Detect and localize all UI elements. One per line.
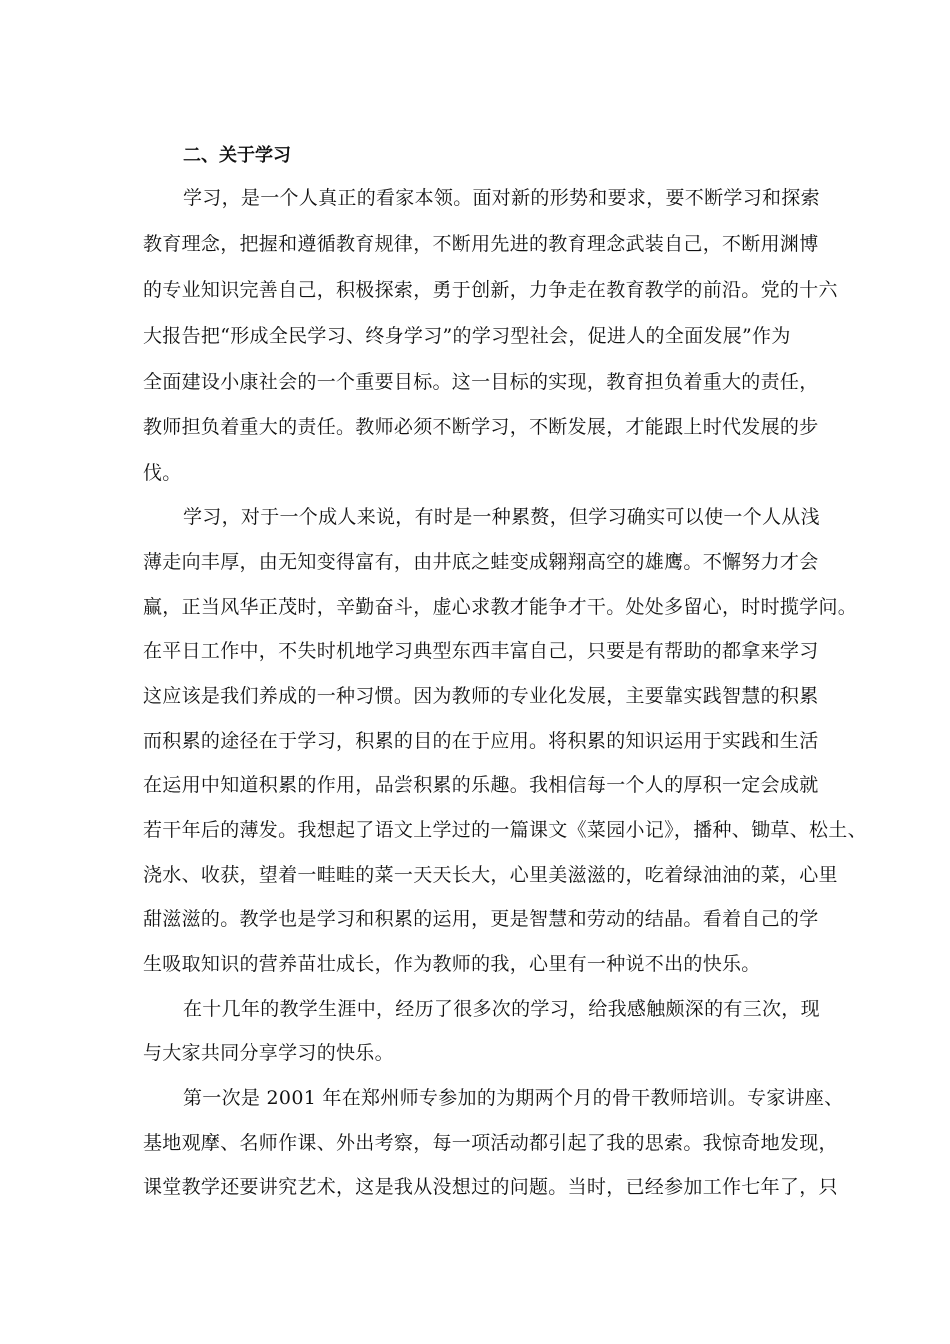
paragraph-line: 浇水、收获，望着一畦畦的菜一天天长大，心里美滋滋的，吃着绿油油的菜，心里	[143, 864, 838, 886]
paragraph-line: 这应该是我们养成的一种习惯。因为教师的专业化发展，主要靠实践智慧的积累	[143, 685, 819, 707]
paragraph-line: 在平日工作中，不失时机地学习典型东西丰富自己，只要是有帮助的都拿来学习	[143, 640, 819, 662]
paragraph-line: 的专业知识完善自己，积极探索，勇于创新，力争走在教育教学的前沿。党的十六	[143, 279, 838, 301]
paragraph-line: 大报告把“形成全民学习、终身学习”的学习型社会，促进人的全面发展”作为	[143, 325, 791, 347]
paragraph-line: 第一次是 2001 年在郑州师专参加的为期两个月的骨干教师培训。专家讲座、	[183, 1087, 844, 1109]
paragraph-line: 在十几年的教学生涯中，经历了很多次的学习，给我感触颇深的有三次，现	[183, 998, 820, 1020]
paragraph-line: 学习，是一个人真正的看家本领。面对新的形势和要求，要不断学习和探索	[183, 187, 820, 209]
paragraph-line: 甜滋滋的。教学也是学习和积累的运用，更是智慧和劳动的结晶。看着自己的学	[143, 908, 819, 930]
paragraph-line: 在运用中知道积累的作用，品尝积累的乐趣。我相信每一个人的厚积一定会成就	[143, 774, 819, 796]
paragraph-line: 而积累的途径在于学习，积累的目的在于应用。将积累的知识运用于实践和生活	[143, 730, 819, 752]
paragraph-line: 学习，对于一个成人来说，有时是一种累赘，但学习确实可以使一个人从浅	[183, 506, 820, 528]
paragraph-line: 教育理念，把握和遵循教育规律，不断用先进的教育理念武装自己，不断用渊博	[143, 233, 819, 255]
paragraph-line: 教师担负着重大的责任。教师必须不断学习，不断发展，才能跟上时代发展的步	[143, 416, 819, 438]
section-heading: 二、关于学习	[183, 145, 291, 166]
paragraph-line: 若干年后的薄发。我想起了语文上学过的一篇课文《菜园小记》，播种、锄草、松土、	[143, 819, 867, 841]
paragraph-line: 生吸取知识的营养苗壮成长，作为教师的我，心里有一种说不出的快乐。	[143, 953, 761, 975]
paragraph-line: 赢，正当风华正茂时，辛勤奋斗，虚心求教才能争才干。处处多留心，时时揽学问。	[143, 596, 858, 618]
paragraph-line: 全面建设小康社会的一个重要目标。这一目标的实现，教育担负着重大的责任，	[143, 371, 819, 393]
paragraph-line: 课堂教学还要讲究艺术，这是我从没想过的问题。当时，已经参加工作七年了，只	[143, 1176, 838, 1198]
paragraph-line: 伐。	[143, 462, 182, 484]
paragraph-line: 薄走向丰厚，由无知变得富有，由井底之蛙变成翱翔高空的雄鹰。不懈努力才会	[143, 551, 819, 573]
paragraph-line: 基地观摩、名师作课、外出考察，每一项活动都引起了我的思索。我惊奇地发现，	[143, 1132, 838, 1154]
paragraph-line: 与大家共同分享学习的快乐。	[143, 1042, 394, 1064]
